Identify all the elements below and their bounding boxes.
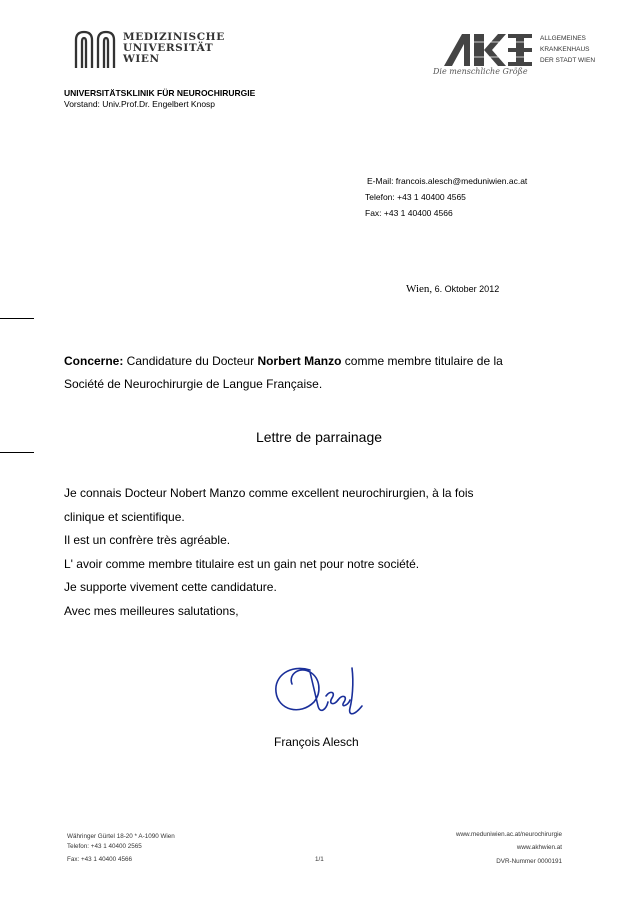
contact-email[interactable]: E-Mail: francois.alesch@meduniwien.ac.at <box>367 176 528 186</box>
contact-fax: Fax: +43 1 40400 4566 <box>365 208 453 218</box>
body-line: clinique et scientifique. <box>64 509 185 524</box>
clinic-info <box>64 88 255 110</box>
letter-date <box>406 283 499 295</box>
body-line: Avec mes meilleures salutations, <box>64 603 239 618</box>
footer-phone: Telefon: +43 1 40400 2565 <box>67 843 142 850</box>
signature-image <box>270 660 370 722</box>
body-line: Je supporte vivement cette candidature. <box>64 580 277 594</box>
akh-logo-text: ALLGEMEINES KRANKENHAUS DER STADT WIEN <box>540 35 596 64</box>
contact-block <box>365 173 527 221</box>
candidate-name: Norbert Manzo <box>257 354 342 368</box>
footer-fax: Fax: +43 1 40400 4566 <box>67 856 132 863</box>
footer-url-meduni[interactable]: www.meduniwien.ac.at/neurochirurgie <box>455 831 562 838</box>
fold-mark-top <box>0 318 34 319</box>
contact-phone: Telefon: +43 1 40400 4565 <box>365 192 466 202</box>
subject-line: Concerne: Candidature du Docteur Norbert Manzo comme membre titulaire de la Société de Neurochirurgie de Langue Française. <box>64 354 503 391</box>
date-value: 6. Oktober 2012 <box>434 284 500 294</box>
fold-mark-bottom <box>0 452 34 453</box>
clinic-name: UNIVERSITÄTSKLINIK FÜR NEUROCHIRURGIE <box>64 88 256 98</box>
letter-body <box>64 482 584 623</box>
subject-label: Concerne: <box>64 354 124 368</box>
footer-address: Währinger Gürtel 18-20 * A-1090 Wien <box>67 833 175 840</box>
body-line: Il est un confrère très agréable. <box>64 533 231 547</box>
signer-name: François Alesch <box>274 735 359 749</box>
page-number: 1/1 <box>315 856 324 863</box>
footer-dvr: DVR-Nummer 0000191 <box>496 858 562 865</box>
body-line: Je connais Docteur Nobert Manzo comme excellent neurochirurgien, à la fois <box>64 486 474 500</box>
body-line: L' avoir comme membre titulaire est un gain net pour notre société. <box>64 556 420 571</box>
akh-tagline: Die menschliche Größe <box>433 67 528 76</box>
footer-url-akh[interactable]: www.akhwien.at <box>516 844 562 851</box>
clinic-head: Vorstand: Univ.Prof.Dr. Engelbert Knosp <box>64 99 216 109</box>
letter-heading: Lettre de parrainage <box>255 429 383 445</box>
meduni-logo-text: MEDIZINISCHE UNIVERSITÄT WIEN <box>123 31 225 65</box>
date-place: Wien, <box>406 283 433 295</box>
